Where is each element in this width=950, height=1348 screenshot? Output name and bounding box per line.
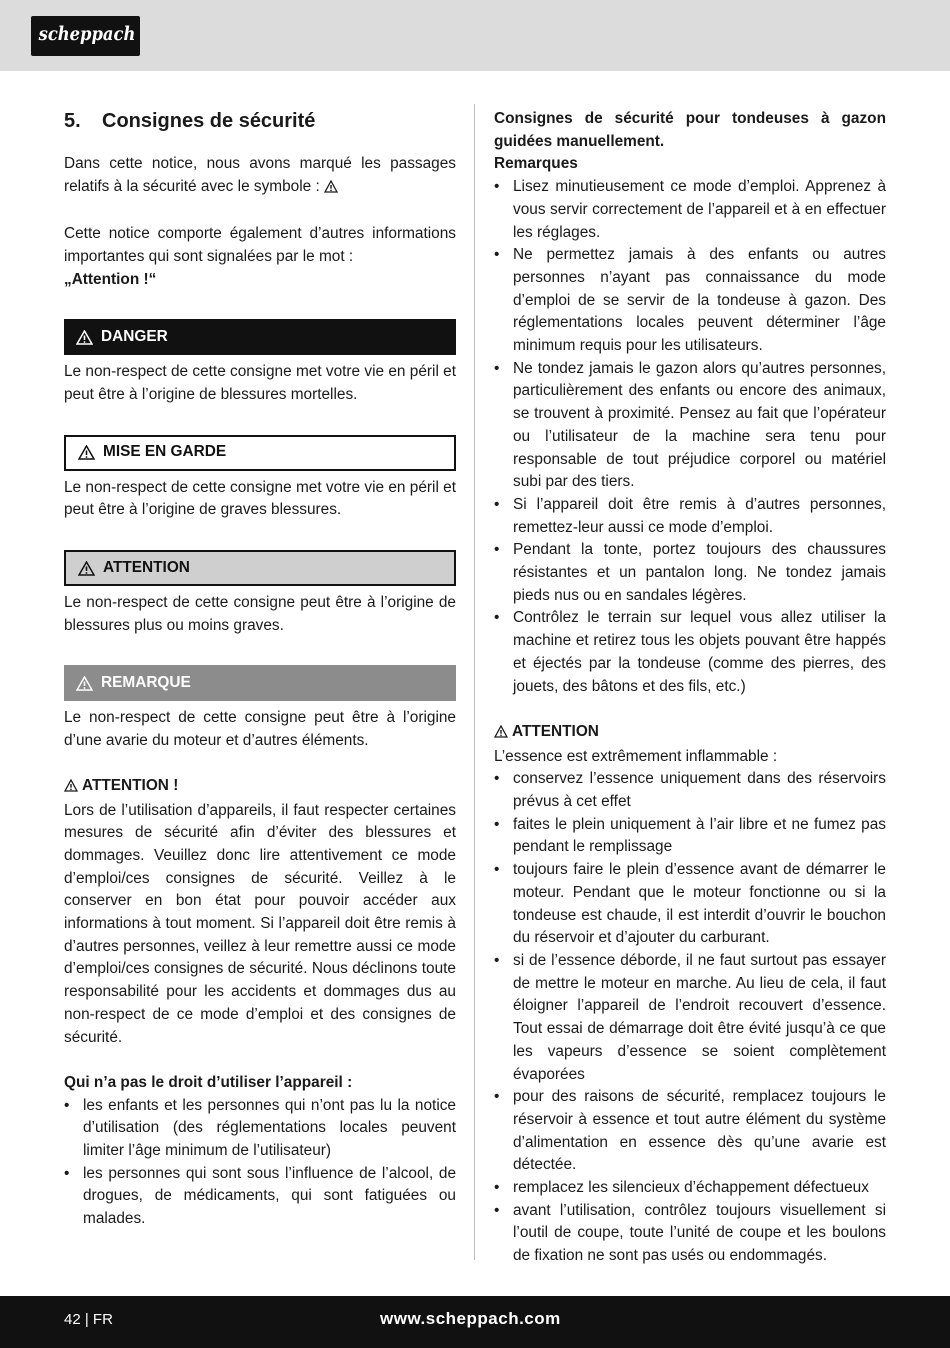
section-title: [64, 108, 456, 134]
mise-en-garde-text: Le non-respect de cette consigne met votre vie en péril et peut être à l’origine de graves blessures.: [64, 478, 456, 519]
list-item: • conservez l’essence uniquement dans des réservoirs prévus à cet effet: [494, 768, 886, 813]
list-item: • Si l’appareil doit être remis à d’autres personnes, remettez-leur aussi ce mode d’emploi.: [494, 494, 886, 539]
intro-text-1: Dans cette notice, nous avons marqué les passages relatifs à la sécurité avec le symbole :: [64, 155, 456, 195]
list-item: • Contrôlez le terrain sur lequel vous allez utiliser la machine et retirez tous les objets pouvant être happés et éjectés par la tondeuse (comme des pierres, des jouets, des bâtons et des fils, etc.): [494, 607, 886, 698]
list-item: • si de l’essence déborde, il ne faut surtout pas essayer de mettre le moteur en marche. Au lieu de cela, il faut éloigner l’appareil de l’endroit recouvert d’essence. Tout essai de démarrage doit être évité jusqu’à ce que les vapeurs d’essence se soient complètement évaporées: [494, 950, 886, 1086]
section-title-text: Consignes de sécurité: [102, 110, 316, 132]
column-divider: [474, 104, 475, 1260]
right-heading: Consignes de sécurité pour tondeuses à gazon guidées manuellement.: [494, 110, 886, 150]
attention-paragraph: Lors de l’utilisation d’appareils, il faut respecter certaines mesures de sécurité afin d’éviter des blessures et dommages. Veuillez donc lire attentivement ce mode d’emploi/ces consignes de sécurité. Veillez à le conserver en bon état pour pouvoir accéder aux informations à tout moment. Si l’appareil doit être remis à d’autres personnes, veillez à leur remettre aussi ce mode d’emploi/ces consignes de sécurité. Nous déclinons toute responsabilité pour les accidents et dommages dus au non-respect de ce mode d’emploi et des consignes de sécurité.: [64, 801, 456, 1046]
list-item: • Ne permettez jamais à des enfants ou autres personnes n’ayant pas connaissance du mode d’emploi de se servir de la tondeuse à gazon. Des réglementations locales peuvent déterminer l’âge minimum requis pour les utilisateurs.: [494, 244, 886, 358]
right-column: [494, 108, 886, 1268]
header-bar: [0, 0, 950, 71]
remarque-label: REMARQUE: [101, 674, 191, 692]
who-heading: Qui n’a pas le droit d’utiliser l’appareil :: [64, 1073, 353, 1091]
attention-box: [64, 550, 456, 586]
list-item: • Ne tondez jamais le gazon alors qu’autres personnes, particulièrement des enfants ou encore des animaux, se trouvent à proximité. Pensez au fait que l’opérateur ou l’utilisateur de la machine sera tenu pour responsable de tout préjudice corporel ou matériel subi par des tiers.: [494, 358, 886, 494]
list-item: • Pendant la tonte, portez toujours des chaussures résistantes et un pantalon long. Ne tondez jamais pieds nus ou en sandales légères.: [494, 539, 886, 607]
warning-triangle-icon: [494, 723, 508, 746]
attention-label: ATTENTION: [103, 558, 190, 576]
intro-text-2: Cette notice comporte également d’autres informations importantes qui sont signalées par le mot :: [64, 225, 456, 265]
brand-logo: [31, 16, 140, 56]
list-item: • pour des raisons de sécurité, remplacez toujours le réservoir à essence et tout autre élément du système d’alimentation en essence dès qu’une avarie est détectée.: [494, 1086, 886, 1177]
attention-heading-text: ATTENTION !: [82, 776, 179, 794]
warning-triangle-icon: [324, 178, 338, 201]
warning-triangle-icon: [76, 676, 93, 691]
mise-en-garde-label: MISE EN GARDE: [103, 443, 227, 461]
who-list: [64, 1095, 456, 1231]
intro-paragraph-1: [64, 153, 456, 200]
remarque-box: [64, 665, 456, 701]
attention-keyword: „Attention !“: [64, 270, 157, 288]
fuel-intro: L’essence est extrêmement inflammable :: [494, 747, 778, 765]
warning-triangle-icon: [76, 330, 93, 345]
warning-triangle-icon: [78, 561, 95, 576]
website-link[interactable]: www.scheppach.com: [380, 1309, 561, 1328]
brand-logo-text: scheppach: [38, 23, 136, 45]
list-item: • les enfants et les personnes qui n’ont pas lu la notice d’utilisation (des réglementations locales peuvent limiter l’âge minimum de l’utilisateur): [64, 1095, 456, 1163]
danger-text: Le non-respect de cette consigne met votre vie en péril et peut être à l’origine de blessures mortelles.: [64, 363, 456, 403]
list-item: • avant l’utilisation, contrôlez toujours visuellement si l’outil de coupe, toute l’unité de coupe et les boulons de fixation ne sont pas usés ou endommagés.: [494, 1200, 886, 1268]
section-number: 5.: [64, 110, 81, 132]
remarque-text: Le non-respect de cette consigne peut être à l’origine d’une avarie du moteur et d’autres éléments.: [64, 709, 456, 750]
list-item: • Lisez minutieusement ce mode d’emploi. Apprenez à vous servir correctement de l’appareil et à en effectuer les réglages.: [494, 176, 886, 244]
attention-text: Le non-respect de cette consigne peut être à l’origine de blessures plus ou moins graves.: [64, 594, 456, 634]
intro-paragraph-2: [64, 223, 456, 291]
fuel-attention-heading: [494, 721, 886, 746]
list-item: • toujours faire le plein d’essence avant de démarrer le moteur. Pendant que le moteur fonctionne ou si la tondeuse est chaude, il est interdit d’ouvrir le bouchon du réservoir et d’ajouter du carburant.: [494, 859, 886, 950]
fuel-attention-heading-text: ATTENTION: [512, 722, 599, 740]
list-item: • les personnes qui sont sous l’influence de l’alcool, de drogues, de médicaments, qui sont fatiguées ou malades.: [64, 1163, 456, 1231]
attention-heading: [64, 775, 456, 800]
mise-en-garde-box: [64, 435, 456, 471]
remarks-list: [494, 176, 886, 698]
left-column: [64, 108, 456, 1231]
list-item: • faites le plein uniquement à l’air libre et ne fumez pas pendant le remplissage: [494, 814, 886, 859]
footer-bar: [0, 1296, 950, 1348]
list-item: • remplacez les silencieux d’échappement défectueux: [494, 1177, 886, 1200]
danger-label: DANGER: [101, 327, 168, 345]
warning-triangle-icon: [64, 777, 78, 800]
fuel-list: [494, 768, 886, 1267]
danger-box: [64, 319, 456, 355]
warning-triangle-icon: [78, 445, 95, 460]
remarks-heading: Remarques: [494, 155, 578, 173]
page-number: 42 | FR: [64, 1311, 113, 1328]
